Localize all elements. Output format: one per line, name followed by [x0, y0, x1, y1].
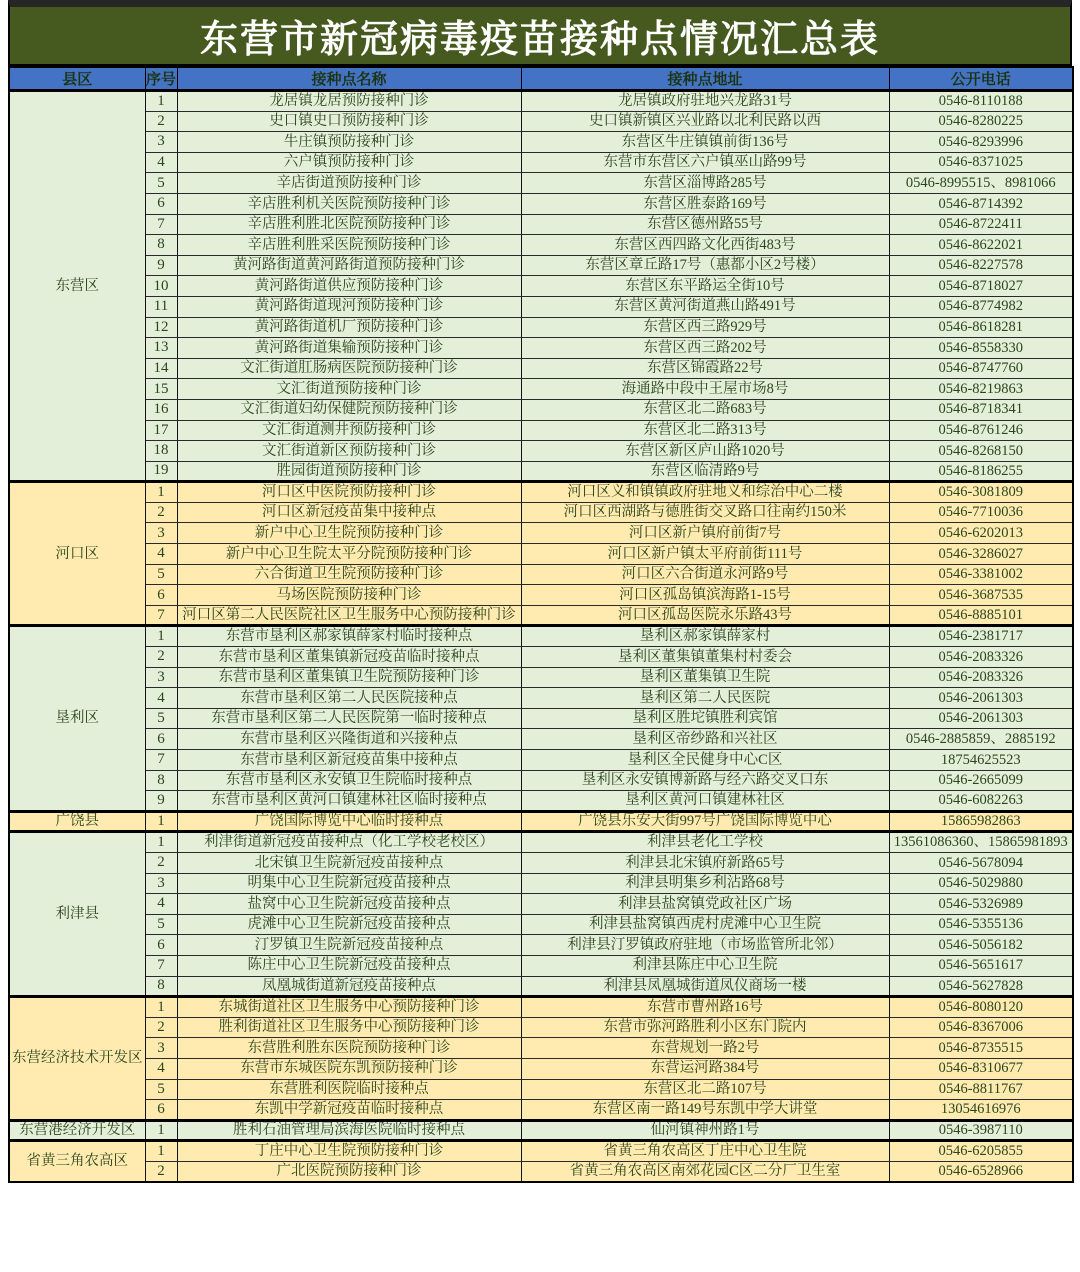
table-row — [9, 914, 1073, 935]
site-address-cell: 东营区西四路文化西街483号 — [521, 235, 889, 256]
row-number-cell: 1 — [145, 1141, 177, 1162]
table-row — [9, 544, 1073, 565]
phone-cell: 0546-3381002 — [889, 564, 1073, 585]
table-row — [9, 1038, 1073, 1059]
site-address-cell: 东营规划一路2号 — [521, 1038, 889, 1059]
county-cell: 河口区 — [9, 482, 145, 626]
site-name-cell: 辛店胜利机关医院预防接种门诊 — [177, 193, 521, 214]
phone-cell: 0546-8558330 — [889, 338, 1073, 359]
phone-cell: 0546-2083326 — [889, 647, 1073, 668]
table-row — [9, 997, 1073, 1018]
phone-cell: 0546-5651617 — [889, 955, 1073, 976]
table-row — [9, 935, 1073, 956]
row-number-cell: 1 — [145, 811, 177, 832]
site-name-cell: 丁庄中心卫生院预防接种门诊 — [177, 1141, 521, 1162]
phone-cell: 0546-8718341 — [889, 399, 1073, 420]
row-number-cell: 1 — [145, 91, 177, 112]
phone-cell: 0546-8618281 — [889, 317, 1073, 338]
county-cell: 广饶县 — [9, 811, 145, 832]
county-cell: 利津县 — [9, 832, 145, 997]
table-row — [9, 132, 1073, 153]
site-name-cell: 东营市垦利区黄河口镇建林社区临时接种点 — [177, 791, 521, 812]
column-header-number: 序号 — [145, 67, 177, 91]
site-address-cell: 河口区新户镇府前街7号 — [521, 523, 889, 544]
row-number-cell: 3 — [145, 1038, 177, 1059]
site-name-cell: 六户镇预防接种门诊 — [177, 152, 521, 173]
phone-cell: 0546-5678094 — [889, 852, 1073, 873]
phone-cell: 0546-8995515、8981066 — [889, 173, 1073, 194]
site-address-cell: 利津县盐窝镇西虎村虎滩中心卫生院 — [521, 914, 889, 935]
table-header — [9, 67, 1073, 91]
site-address-cell: 垦利区全民健身中心C区 — [521, 750, 889, 771]
row-number-cell: 3 — [145, 873, 177, 894]
site-address-cell: 东营区锦霞路22号 — [521, 358, 889, 379]
row-number-cell: 2 — [145, 111, 177, 132]
table-row — [9, 688, 1073, 709]
table-row — [9, 1161, 1073, 1182]
site-address-cell: 东营区北二路313号 — [521, 420, 889, 441]
phone-cell: 0546-8293996 — [889, 132, 1073, 153]
phone-cell: 0546-2061303 — [889, 688, 1073, 709]
site-address-cell: 东营区新区庐山路1020号 — [521, 441, 889, 462]
phone-cell: 0546-8735515 — [889, 1038, 1073, 1059]
table-row — [9, 894, 1073, 915]
row-number-cell: 11 — [145, 296, 177, 317]
site-name-cell: 利津街道新冠疫苗接种点（化工学校老校区） — [177, 832, 521, 853]
site-address-cell: 东营区淄博路285号 — [521, 173, 889, 194]
phone-cell: 13054616976 — [889, 1100, 1073, 1121]
phone-cell: 0546-2381717 — [889, 626, 1073, 647]
row-number-cell: 4 — [145, 688, 177, 709]
row-number-cell: 4 — [145, 894, 177, 915]
table-row — [9, 667, 1073, 688]
site-name-cell: 黄河路街道供应预防接种门诊 — [177, 276, 521, 297]
site-name-cell: 东营市垦利区第二人民医院第一临时接种点 — [177, 708, 521, 729]
table-row — [9, 605, 1073, 626]
site-address-cell: 利津县汀罗镇政府驻地（市场监管所北邻） — [521, 935, 889, 956]
county-cell: 垦利区 — [9, 626, 145, 811]
county-cell: 东营经济技术开发区 — [9, 997, 145, 1121]
phone-cell: 0546-8811767 — [889, 1079, 1073, 1100]
site-name-cell: 辛店街道预防接种门诊 — [177, 173, 521, 194]
row-number-cell: 18 — [145, 441, 177, 462]
table-row — [9, 1079, 1073, 1100]
table-row — [9, 461, 1073, 482]
table-row — [9, 873, 1073, 894]
site-name-cell: 北宋镇卫生院新冠疫苗接种点 — [177, 852, 521, 873]
site-address-cell: 龙居镇政府驻地兴龙路31号 — [521, 91, 889, 112]
site-name-cell: 辛店胜利胜采医院预防接种门诊 — [177, 235, 521, 256]
phone-cell: 0546-2061303 — [889, 708, 1073, 729]
site-name-cell: 文汇街道新区预防接种门诊 — [177, 441, 521, 462]
site-address-cell: 东营区西三路929号 — [521, 317, 889, 338]
site-name-cell: 虎滩中心卫生院新冠疫苗接种点 — [177, 914, 521, 935]
site-name-cell: 东营胜利医院临时接种点 — [177, 1079, 521, 1100]
table-row — [9, 338, 1073, 359]
row-number-cell: 13 — [145, 338, 177, 359]
row-number-cell: 9 — [145, 255, 177, 276]
site-name-cell: 盐窝中心卫生院新冠疫苗接种点 — [177, 894, 521, 915]
row-number-cell: 1 — [145, 1120, 177, 1141]
phone-cell: 0546-8110188 — [889, 91, 1073, 112]
phone-cell: 0546-6528966 — [889, 1161, 1073, 1182]
table-row — [9, 585, 1073, 606]
site-name-cell: 胜利街道社区卫生服务中心预防接种门诊 — [177, 1017, 521, 1038]
table-row — [9, 235, 1073, 256]
table-row — [9, 482, 1073, 503]
site-name-cell: 河口区第二人民医院社区卫生服务中心预防接种门诊 — [177, 605, 521, 626]
site-address-cell: 利津县明集乡利沾路68号 — [521, 873, 889, 894]
row-number-cell: 8 — [145, 976, 177, 997]
column-header-phone: 公开电话 — [889, 67, 1073, 91]
row-number-cell: 4 — [145, 152, 177, 173]
phone-cell: 0546-2885859、2885192 — [889, 729, 1073, 750]
site-address-cell: 利津县北宋镇府新路65号 — [521, 852, 889, 873]
site-name-cell: 黄河路街道现河预防接种门诊 — [177, 296, 521, 317]
row-number-cell: 5 — [145, 564, 177, 585]
site-name-cell: 文汇街道预防接种门诊 — [177, 379, 521, 400]
site-address-cell: 东营运河路384号 — [521, 1058, 889, 1079]
site-name-cell: 凤凰城街道新冠疫苗接种点 — [177, 976, 521, 997]
site-address-cell: 广饶县乐安大街997号广饶国际博览中心 — [521, 811, 889, 832]
phone-cell: 0546-8310677 — [889, 1058, 1073, 1079]
site-name-cell: 东城街道社区卫生服务中心预防接种门诊 — [177, 997, 521, 1018]
site-address-cell: 东营区西三路202号 — [521, 338, 889, 359]
row-number-cell: 6 — [145, 1100, 177, 1121]
row-number-cell: 5 — [145, 1079, 177, 1100]
row-number-cell: 14 — [145, 358, 177, 379]
table-row — [9, 708, 1073, 729]
title-bar — [8, 0, 1072, 66]
table-row — [9, 276, 1073, 297]
site-name-cell: 东营市垦利区董集镇卫生院预防接种门诊 — [177, 667, 521, 688]
phone-cell: 0546-5326989 — [889, 894, 1073, 915]
site-address-cell: 东营区南一路149号东凯中学大讲堂 — [521, 1100, 889, 1121]
table-row — [9, 91, 1073, 112]
table-row — [9, 564, 1073, 585]
row-number-cell: 3 — [145, 667, 177, 688]
site-address-cell: 河口区新户镇太平府前街111号 — [521, 544, 889, 565]
site-address-cell: 垦利区黄河口镇建林社区 — [521, 791, 889, 812]
row-number-cell: 3 — [145, 132, 177, 153]
row-number-cell: 1 — [145, 482, 177, 503]
row-number-cell: 1 — [145, 997, 177, 1018]
site-name-cell: 龙居镇龙居预防接种门诊 — [177, 91, 521, 112]
row-number-cell: 16 — [145, 399, 177, 420]
site-name-cell: 广北医院预防接种门诊 — [177, 1161, 521, 1182]
phone-cell: 0546-3987110 — [889, 1120, 1073, 1141]
site-address-cell: 利津县凤凰城街道凤仪商场一楼 — [521, 976, 889, 997]
column-header-county: 县区 — [9, 67, 145, 91]
county-cell: 东营港经济开发区 — [9, 1120, 145, 1141]
site-name-cell: 汀罗镇卫生院新冠疫苗接种点 — [177, 935, 521, 956]
phone-cell: 0546-8268150 — [889, 441, 1073, 462]
site-name-cell: 东营市垦利区郝家镇薛家村临时接种点 — [177, 626, 521, 647]
table-row — [9, 976, 1073, 997]
site-address-cell: 垦利区第二人民医院 — [521, 688, 889, 709]
site-name-cell: 陈庄中心卫生院新冠疫苗接种点 — [177, 955, 521, 976]
table-row — [9, 399, 1073, 420]
table-row — [9, 770, 1073, 791]
row-number-cell: 9 — [145, 791, 177, 812]
site-address-cell: 东营区东平路运全街10号 — [521, 276, 889, 297]
site-name-cell: 东营市垦利区第二人民医院接种点 — [177, 688, 521, 709]
phone-cell: 0546-8714392 — [889, 193, 1073, 214]
table-row — [9, 1141, 1073, 1162]
site-name-cell: 广饶国际博览中心临时接种点 — [177, 811, 521, 832]
site-address-cell: 垦利区董集镇卫生院 — [521, 667, 889, 688]
table-row — [9, 647, 1073, 668]
site-address-cell: 东营区北二路683号 — [521, 399, 889, 420]
site-address-cell: 东营区章丘路17号（惠都小区2号楼） — [521, 255, 889, 276]
row-number-cell: 8 — [145, 770, 177, 791]
site-address-cell: 东营区黄河街道燕山路491号 — [521, 296, 889, 317]
site-address-cell: 史口镇新镇区兴业路以北利民路以西 — [521, 111, 889, 132]
site-name-cell: 牛庄镇预防接种门诊 — [177, 132, 521, 153]
site-name-cell: 新户中心卫生院预防接种门诊 — [177, 523, 521, 544]
phone-cell: 0546-2083326 — [889, 667, 1073, 688]
site-name-cell: 胜园街道预防接种门诊 — [177, 461, 521, 482]
phone-cell: 0546-8622021 — [889, 235, 1073, 256]
phone-cell: 0546-8371025 — [889, 152, 1073, 173]
row-number-cell: 2 — [145, 1161, 177, 1182]
site-address-cell: 利津县老化工学校 — [521, 832, 889, 853]
table-row — [9, 729, 1073, 750]
row-number-cell: 2 — [145, 502, 177, 523]
site-name-cell: 马场医院预防接种门诊 — [177, 585, 521, 606]
phone-cell: 0546-5029880 — [889, 873, 1073, 894]
phone-cell: 0546-8219863 — [889, 379, 1073, 400]
table-body — [9, 91, 1073, 1182]
site-address-cell: 垦利区帝纱路和兴社区 — [521, 729, 889, 750]
site-name-cell: 河口区中医院预防接种门诊 — [177, 482, 521, 503]
site-name-cell: 胜利石油管理局滨海医院临时接种点 — [177, 1120, 521, 1141]
table-row — [9, 852, 1073, 873]
site-name-cell: 东营市垦利区新冠疫苗集中接种点 — [177, 750, 521, 771]
site-address-cell: 河口区孤岛镇滨海路1-15号 — [521, 585, 889, 606]
table-row — [9, 296, 1073, 317]
site-address-cell: 河口区西湖路与德胜街交叉路口往南约150米 — [521, 502, 889, 523]
site-name-cell: 东营市垦利区永安镇卫生院临时接种点 — [177, 770, 521, 791]
row-number-cell: 12 — [145, 317, 177, 338]
phone-cell: 0546-8718027 — [889, 276, 1073, 297]
column-header-address: 接种点地址 — [521, 67, 889, 91]
table-row — [9, 441, 1073, 462]
row-number-cell: 2 — [145, 647, 177, 668]
site-name-cell: 东营市垦利区兴隆街道和兴接种点 — [177, 729, 521, 750]
phone-cell: 0546-5627828 — [889, 976, 1073, 997]
phone-cell: 0546-6205855 — [889, 1141, 1073, 1162]
row-number-cell: 17 — [145, 420, 177, 441]
phone-cell: 0546-8186255 — [889, 461, 1073, 482]
row-number-cell: 6 — [145, 193, 177, 214]
row-number-cell: 2 — [145, 1017, 177, 1038]
phone-cell: 0546-3081809 — [889, 482, 1073, 503]
site-address-cell: 省黄三角农高区丁庄中心卫生院 — [521, 1141, 889, 1162]
table-row — [9, 214, 1073, 235]
county-cell: 东营区 — [9, 91, 145, 482]
row-number-cell: 1 — [145, 832, 177, 853]
row-number-cell: 3 — [145, 523, 177, 544]
site-name-cell: 东营市垦利区董集镇新冠疫苗临时接种点 — [177, 647, 521, 668]
site-address-cell: 东营区德州路55号 — [521, 214, 889, 235]
row-number-cell: 5 — [145, 914, 177, 935]
site-name-cell: 辛店胜利胜北医院预防接种门诊 — [177, 214, 521, 235]
table-row — [9, 1100, 1073, 1121]
table-row — [9, 255, 1073, 276]
table-row — [9, 1058, 1073, 1079]
row-number-cell: 7 — [145, 214, 177, 235]
phone-cell: 0546-7710036 — [889, 502, 1073, 523]
site-name-cell: 河口区新冠疫苗集中接种点 — [177, 502, 521, 523]
site-name-cell: 黄河路街道黄河路街道预防接种门诊 — [177, 255, 521, 276]
row-number-cell: 4 — [145, 544, 177, 565]
table-row — [9, 811, 1073, 832]
site-name-cell: 文汇街道妇幼保健院预防接种门诊 — [177, 399, 521, 420]
phone-cell: 0546-5355136 — [889, 914, 1073, 935]
site-address-cell: 垦利区胜坨镇胜利宾馆 — [521, 708, 889, 729]
table-row — [9, 750, 1073, 771]
site-name-cell: 东营胜利胜东医院预防接种门诊 — [177, 1038, 521, 1059]
table-row — [9, 317, 1073, 338]
table-row — [9, 420, 1073, 441]
phone-cell: 0546-8885101 — [889, 605, 1073, 626]
page-title: 东营市新冠病毒疫苗接种点情况汇总表 — [199, 19, 880, 61]
phone-cell: 0546-8747760 — [889, 358, 1073, 379]
site-address-cell: 河口区孤岛医院永乐路43号 — [521, 605, 889, 626]
table-row — [9, 358, 1073, 379]
site-address-cell: 利津县盐窝镇党政社区广场 — [521, 894, 889, 915]
table-row — [9, 111, 1073, 132]
site-name-cell: 黄河路街道机厂预防接种门诊 — [177, 317, 521, 338]
site-address-cell: 河口区义和镇镇政府驻地义和综治中心二楼 — [521, 482, 889, 503]
row-number-cell: 15 — [145, 379, 177, 400]
table-row — [9, 152, 1073, 173]
row-number-cell: 19 — [145, 461, 177, 482]
row-number-cell: 4 — [145, 1058, 177, 1079]
site-name-cell: 黄河路街道集输预防接种门诊 — [177, 338, 521, 359]
site-address-cell: 垦利区郝家镇薛家村 — [521, 626, 889, 647]
site-address-cell: 东营市弥河路胜利小区东门院内 — [521, 1017, 889, 1038]
table-row — [9, 193, 1073, 214]
site-address-cell: 垦利区永安镇博新路与经六路交叉口东 — [521, 770, 889, 791]
column-header-name: 接种点名称 — [177, 67, 521, 91]
table-row — [9, 173, 1073, 194]
header-row — [9, 67, 1073, 91]
site-name-cell: 明集中心卫生院新冠疫苗接种点 — [177, 873, 521, 894]
phone-cell: 0546-3286027 — [889, 544, 1073, 565]
row-number-cell: 2 — [145, 852, 177, 873]
row-number-cell: 6 — [145, 729, 177, 750]
summary-table — [8, 66, 1074, 1183]
phone-cell: 0546-8080120 — [889, 997, 1073, 1018]
row-number-cell: 7 — [145, 750, 177, 771]
phone-cell: 0546-8227578 — [889, 255, 1073, 276]
site-address-cell: 省黄三角农高区南郊花园C区二分厂卫生室 — [521, 1161, 889, 1182]
phone-cell: 15865982863 — [889, 811, 1073, 832]
site-name-cell: 新户中心卫生院太平分院预防接种门诊 — [177, 544, 521, 565]
site-address-cell: 东营市东营区六户镇巫山路99号 — [521, 152, 889, 173]
table-row — [9, 502, 1073, 523]
site-address-cell: 仙河镇神州路1号 — [521, 1120, 889, 1141]
phone-cell: 0546-6202013 — [889, 523, 1073, 544]
table-row — [9, 1120, 1073, 1141]
site-name-cell: 东凯中学新冠疫苗临时接种点 — [177, 1100, 521, 1121]
phone-cell: 0546-5056182 — [889, 935, 1073, 956]
row-number-cell: 10 — [145, 276, 177, 297]
table-row — [9, 626, 1073, 647]
site-name-cell: 六合街道卫生院预防接种门诊 — [177, 564, 521, 585]
row-number-cell: 1 — [145, 626, 177, 647]
phone-cell: 18754625523 — [889, 750, 1073, 771]
row-number-cell: 8 — [145, 235, 177, 256]
row-number-cell: 6 — [145, 585, 177, 606]
table-row — [9, 1017, 1073, 1038]
row-number-cell: 5 — [145, 173, 177, 194]
phone-cell: 0546-8280225 — [889, 111, 1073, 132]
site-name-cell: 史口镇史口预防接种门诊 — [177, 111, 521, 132]
site-address-cell: 东营区临清路9号 — [521, 461, 889, 482]
table-row — [9, 832, 1073, 853]
phone-cell: 0546-8367006 — [889, 1017, 1073, 1038]
site-name-cell: 东营市东城医院东凯预防接种门诊 — [177, 1058, 521, 1079]
table-row — [9, 379, 1073, 400]
site-address-cell: 利津县陈庄中心卫生院 — [521, 955, 889, 976]
table-row — [9, 791, 1073, 812]
row-number-cell: 7 — [145, 955, 177, 976]
phone-cell: 0546-6082263 — [889, 791, 1073, 812]
site-address-cell: 垦利区董集镇董集村村委会 — [521, 647, 889, 668]
phone-cell: 0546-2665099 — [889, 770, 1073, 791]
row-number-cell: 7 — [145, 605, 177, 626]
phone-cell: 0546-8774982 — [889, 296, 1073, 317]
site-name-cell: 文汇街道肛肠病医院预防接种门诊 — [177, 358, 521, 379]
site-address-cell: 东营区北二路107号 — [521, 1079, 889, 1100]
site-address-cell: 东营区牛庄镇镇前街136号 — [521, 132, 889, 153]
table-row — [9, 955, 1073, 976]
row-number-cell: 6 — [145, 935, 177, 956]
phone-cell: 0546-8761246 — [889, 420, 1073, 441]
site-address-cell: 河口区六合街道永河路9号 — [521, 564, 889, 585]
site-address-cell: 海通路中段中王屋市场8号 — [521, 379, 889, 400]
row-number-cell: 5 — [145, 708, 177, 729]
site-name-cell: 文汇街道测井预防接种门诊 — [177, 420, 521, 441]
phone-cell: 0546-8722411 — [889, 214, 1073, 235]
phone-cell: 13561086360、15865981893 — [889, 832, 1073, 853]
site-address-cell: 东营区胜泰路169号 — [521, 193, 889, 214]
phone-cell: 0546-3687535 — [889, 585, 1073, 606]
county-cell: 省黄三角农高区 — [9, 1141, 145, 1182]
site-address-cell: 东营市曹州路16号 — [521, 997, 889, 1018]
table-row — [9, 523, 1073, 544]
